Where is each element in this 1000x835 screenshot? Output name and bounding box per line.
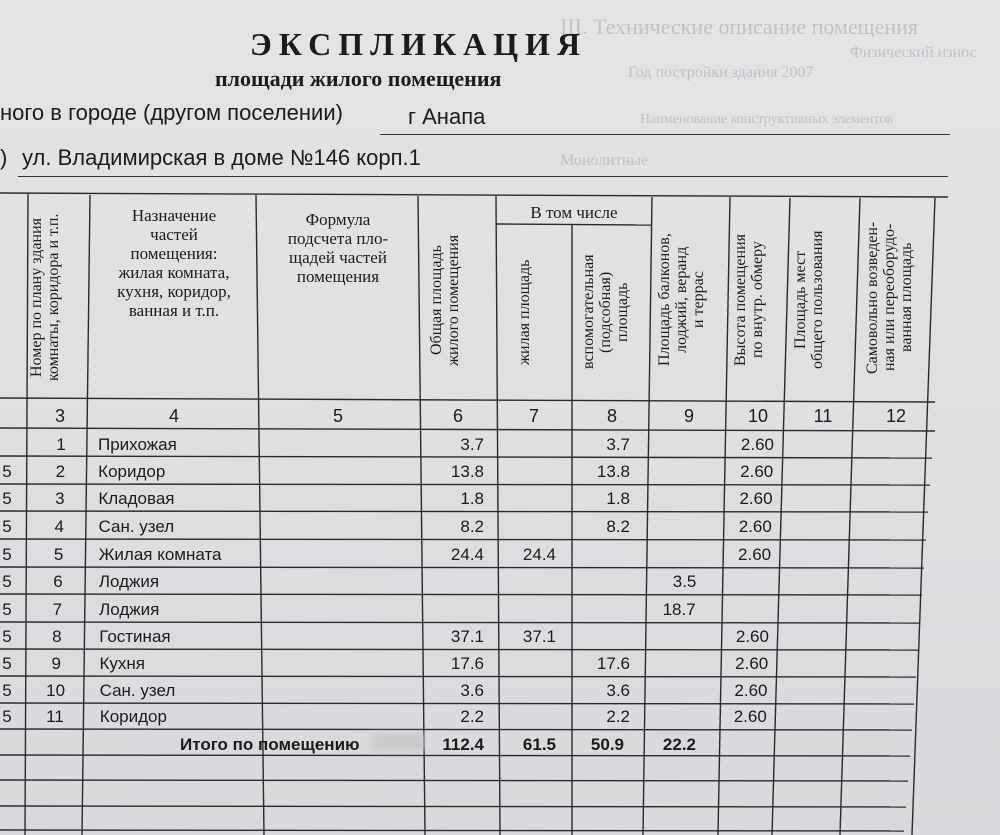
header-room-number: Номер по плану здания комнаты, коридора и т.п.	[28, 213, 62, 382]
row-room-number: 9	[51, 654, 61, 673]
column-number: 6	[452, 406, 463, 426]
row-room-number: 7	[52, 600, 63, 619]
document-subtitle: площади жилого помещения	[215, 66, 502, 91]
column-number: 4	[168, 406, 179, 426]
row-total-area: 3.7	[460, 435, 484, 454]
header-total-area: Общая площадь жилого помещения	[428, 234, 462, 366]
column-number: 7	[528, 406, 539, 426]
header-living-area: жилая площадь	[516, 259, 533, 365]
row-room-number: 8	[52, 627, 62, 646]
row-auxiliary-area: 1.8	[606, 489, 630, 508]
row-room-name: Жилая комната	[98, 545, 222, 564]
row-lead-number: 5	[2, 517, 12, 536]
header-including: В том числе	[530, 203, 618, 222]
row-balcony-area: 3.5	[672, 572, 697, 591]
row-room-name: Коридор	[98, 462, 166, 481]
row-lead-number: 5	[2, 654, 12, 673]
bleed-through-heading: III. Технические описание помещения	[560, 14, 919, 39]
row-room-name: Кладовая	[98, 489, 175, 508]
row-room-name: Сан. узел	[98, 517, 175, 536]
row-room-name: Лоджия	[98, 572, 160, 591]
row-room-number: 3	[55, 489, 65, 508]
header-room-purpose: Назначение частей помещения: жилая комната, кухня, коридор, ванная и т.п.	[117, 206, 231, 320]
column-number: 9	[683, 406, 694, 426]
row-balcony-area: 18.7	[662, 600, 696, 619]
row-total-area: 3.6	[460, 681, 484, 700]
column-number: 12	[885, 406, 907, 426]
row-auxiliary-area: 8.2	[606, 517, 630, 536]
row-total-area: 13.8	[450, 462, 484, 481]
row-auxiliary-area: 3.6	[606, 681, 630, 700]
totals-total-area: 112.4	[442, 735, 484, 754]
header-area-formula: Формула подсчета пло- щадей частей помещения	[287, 210, 389, 286]
header-auxiliary-area: вспомогательная (подсобная) площадь	[580, 254, 631, 370]
row-total-area: 8.2	[460, 517, 484, 536]
row-total-area: 17.6	[450, 654, 484, 673]
row-lead-number: 5	[2, 627, 12, 646]
row-room-number: 6	[53, 572, 63, 591]
row-room-name: Гостиная	[99, 627, 171, 646]
row-height: 2.60	[738, 517, 772, 536]
row-total-area: 37.1	[450, 627, 484, 646]
row-room-number: 5	[53, 545, 64, 564]
header-room-height: Высота помещения по внутр. обмеру	[732, 234, 766, 366]
column-number: 8	[606, 406, 617, 426]
row-lead-number: 5	[2, 489, 12, 508]
header-unauthorized-area: Самовольно возведен- ная или переоборудо- ванная площадь	[864, 221, 915, 374]
bleed-through-material: Монолитные	[560, 152, 649, 169]
street-marker: )	[0, 145, 8, 170]
row-lead-number: 5	[2, 545, 12, 564]
row-total-area: 24.4	[450, 545, 484, 564]
row-auxiliary-area: 17.6	[596, 654, 630, 673]
column-number: 5	[332, 406, 343, 426]
row-room-name: Кухня	[99, 654, 145, 673]
row-height: 2.60	[739, 489, 773, 508]
row-auxiliary-area: 13.8	[596, 462, 630, 481]
header-common-area: Площадь мест общего пользования	[792, 230, 826, 370]
row-room-number: 11	[46, 707, 64, 726]
city-value: г Анапа	[408, 104, 486, 129]
row-height: 2.60	[735, 627, 769, 646]
row-room-number: 10	[46, 681, 66, 700]
row-height: 2.60	[733, 707, 767, 726]
bleed-through-elements: Наименование конструктивных элементов	[640, 112, 893, 127]
redacted-patch	[372, 733, 424, 751]
row-room-number: 1	[56, 435, 66, 454]
totals-living-area: 61.5	[522, 735, 556, 754]
totals-auxiliary-area: 50.9	[590, 735, 624, 754]
column-number: 11	[813, 406, 833, 426]
row-lead-number: 5	[2, 600, 12, 619]
bleed-through-wear: Физический износ	[850, 44, 977, 61]
row-height: 2.60	[735, 654, 769, 673]
row-auxiliary-area: 3.7	[606, 435, 630, 454]
row-living-area: 24.4	[522, 545, 556, 564]
row-height: 2.60	[734, 681, 768, 700]
street-value: ул. Владимирская в доме №146 корп.1	[22, 145, 421, 170]
row-room-number: 2	[55, 462, 66, 481]
row-total-area: 1.8	[460, 489, 484, 508]
city-label: ного в городе (другом поселении)	[0, 100, 343, 125]
row-room-name: Сан. узел	[99, 681, 176, 700]
row-room-name: Коридор	[99, 707, 167, 726]
row-lead-number: 5	[2, 681, 12, 700]
totals-label: Итого по помещению	[180, 735, 360, 754]
row-height: 2.60	[738, 545, 772, 564]
document-title: ЭКСПЛИКАЦИЯ	[250, 26, 588, 62]
bleed-through-year: Год постройки здания 2007	[628, 64, 814, 81]
row-auxiliary-area: 2.2	[606, 707, 630, 726]
header-balcony-area: Площадь балконов, лоджий, веранд и террас	[656, 233, 707, 367]
column-number: 3	[54, 406, 65, 426]
row-room-name: Лоджия	[99, 600, 160, 619]
row-living-area: 37.1	[522, 627, 556, 646]
row-lead-number: 5	[2, 707, 12, 726]
totals-balcony-area: 22.2	[662, 735, 696, 754]
row-lead-number: 5	[2, 572, 12, 591]
row-lead-number: 5	[2, 462, 12, 481]
row-room-name: Прихожая	[98, 435, 177, 454]
row-total-area: 2.2	[460, 707, 484, 726]
row-height: 2.60	[740, 435, 774, 454]
column-number: 10	[747, 406, 769, 426]
row-height: 2.60	[740, 462, 774, 481]
row-room-number: 4	[54, 517, 64, 536]
